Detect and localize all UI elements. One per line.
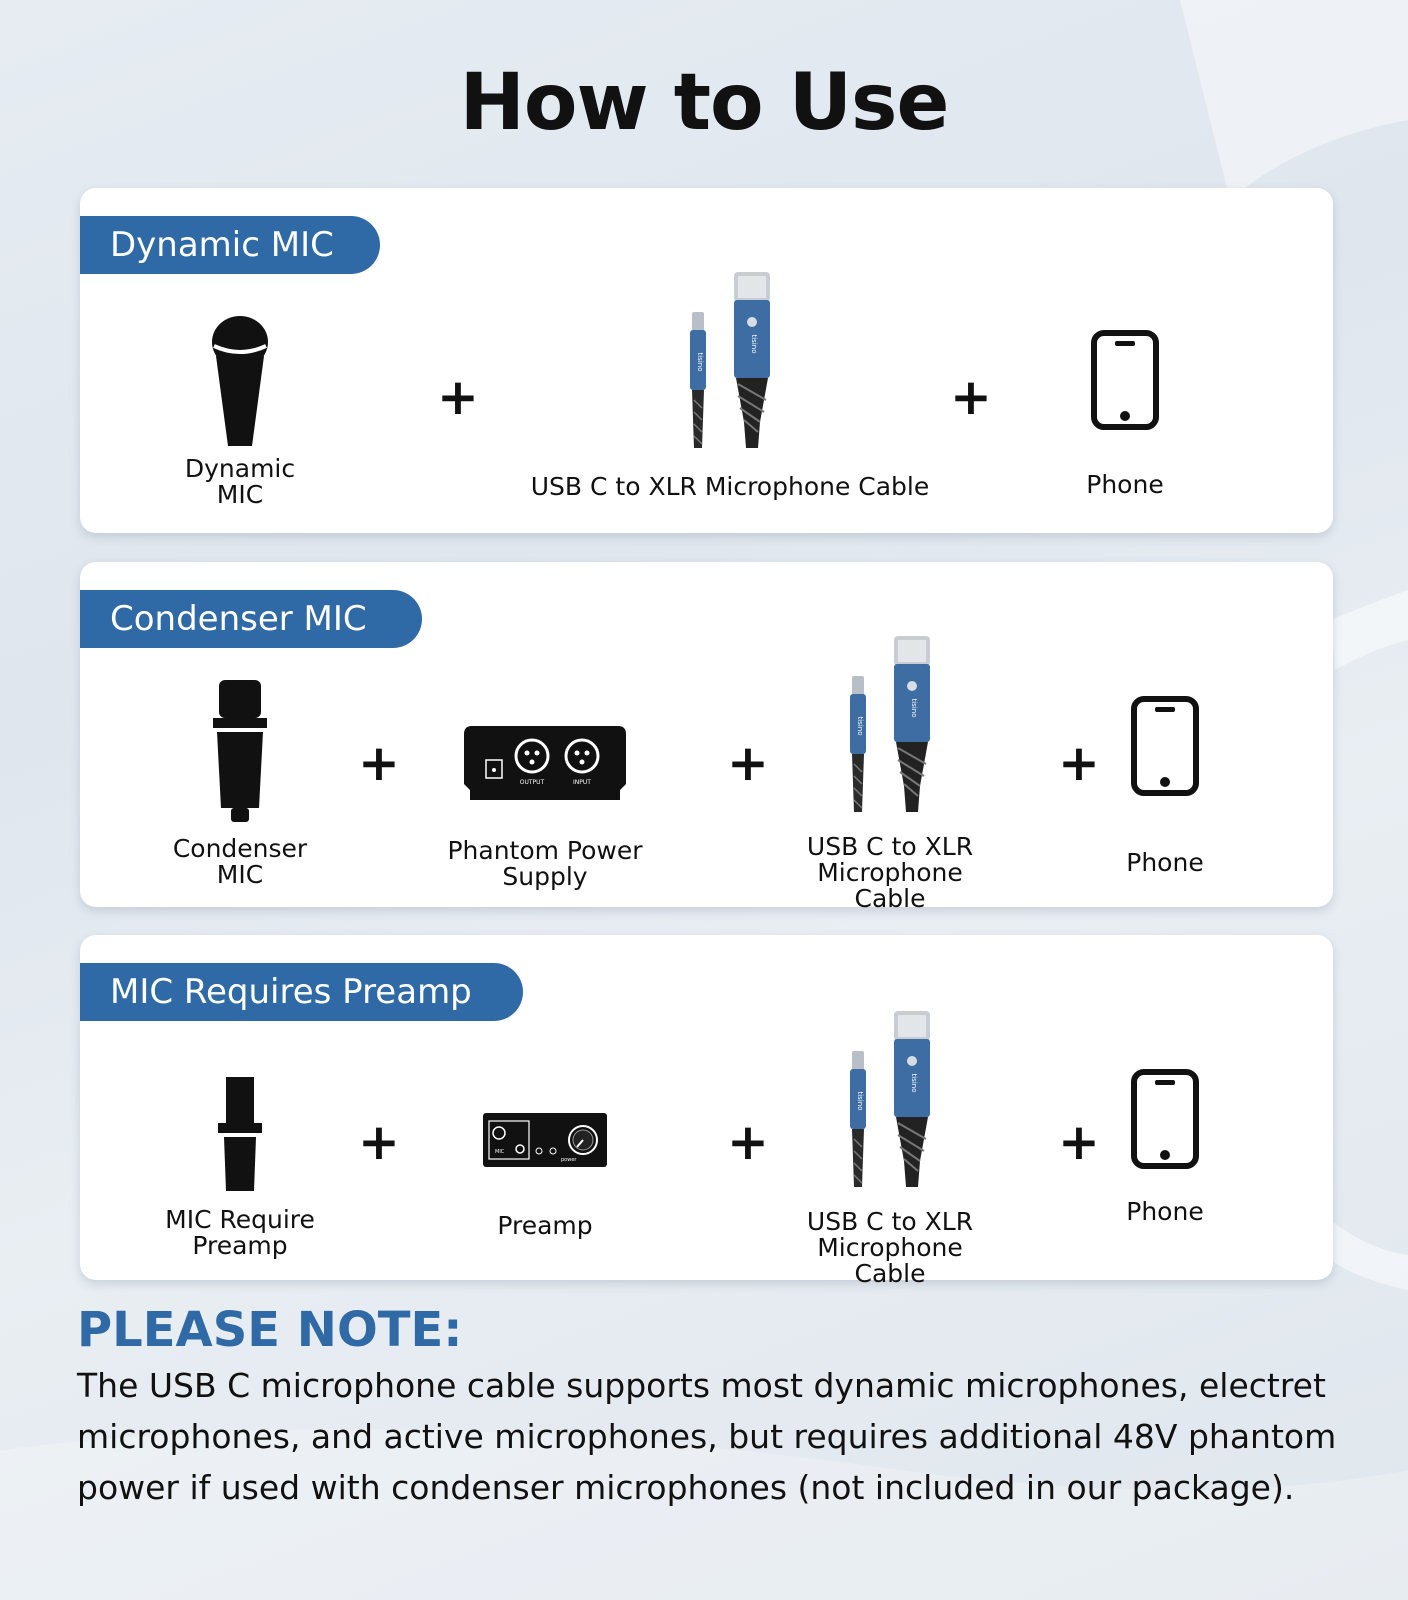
plus-sign: + xyxy=(437,368,479,426)
item-label: Dynamic MIC xyxy=(184,454,296,509)
svg-text:tisino: tisino xyxy=(750,334,758,354)
item-phone xyxy=(1050,330,1200,498)
svg-text:power: power xyxy=(561,1157,577,1163)
item-usb-c-xlr-cable xyxy=(780,636,1000,912)
svg-text:tisino: tisino xyxy=(696,352,704,372)
svg-text:MIC: MIC xyxy=(495,1149,505,1155)
section-card-dynamic-mic xyxy=(80,188,1333,533)
item-label: USB C to XLR Microphone Cable xyxy=(806,1207,974,1288)
item-label: MIC Require Preamp xyxy=(165,1205,315,1260)
phone-icon xyxy=(1131,696,1199,796)
svg-text:tisino: tisino xyxy=(910,698,918,718)
section-tag: Dynamic MIC xyxy=(80,216,380,274)
plus-sign: + xyxy=(1058,1113,1100,1171)
plus-sign: + xyxy=(950,368,992,426)
item-label: USB C to XLR Microphone Cable xyxy=(530,472,930,501)
svg-text:tisino: tisino xyxy=(856,716,864,736)
item-label: Phone xyxy=(1126,1197,1204,1226)
note-title: PLEASE NOTE: xyxy=(77,1302,463,1358)
section-card-condenser-mic xyxy=(80,562,1333,913)
usb-c-xlr-cable-icon xyxy=(680,272,780,452)
plus-sign: + xyxy=(358,734,400,792)
svg-text:INPUT: INPUT xyxy=(573,779,591,786)
plus-sign: + xyxy=(358,1113,400,1171)
preamp-icon xyxy=(483,1113,607,1167)
item-label: Preamp xyxy=(497,1211,593,1240)
item-label: Phantom Power Supply xyxy=(447,836,643,891)
item-label: USB C to XLR Microphone Cable xyxy=(806,832,974,913)
usb-c-xlr-cable-icon xyxy=(840,636,940,816)
phantom-power-supply-icon xyxy=(462,724,628,804)
item-phantom-power-supply xyxy=(440,724,650,890)
item-phone xyxy=(1090,696,1240,876)
section-tag: Condenser MIC xyxy=(80,590,422,648)
condenser-mic-icon xyxy=(213,680,267,822)
usb-c-xlr-cable-icon xyxy=(840,1011,940,1191)
svg-text:OUTPUT: OUTPUT xyxy=(519,779,545,786)
phone-icon xyxy=(1091,330,1159,430)
item-mic-require-preamp xyxy=(160,1077,320,1259)
item-condenser-mic xyxy=(160,680,320,888)
section-tag: MIC Requires Preamp xyxy=(80,963,523,1021)
item-preamp xyxy=(460,1113,630,1239)
item-phone xyxy=(1090,1069,1240,1225)
plus-sign: + xyxy=(727,734,769,792)
item-usb-c-xlr-cable xyxy=(510,272,950,500)
note-body: The USB C microphone cable supports most dynamic microphones, electret microphones, and active microphones, but requires additional 48V phantom power if used with condenser microphones (not included in our package). xyxy=(77,1366,1337,1507)
item-usb-c-xlr-cable xyxy=(780,1011,1000,1287)
item-label: Condenser MIC xyxy=(172,834,308,889)
item-label: Phone xyxy=(1126,848,1204,877)
phone-icon xyxy=(1131,1069,1199,1169)
mic-require-preamp-icon xyxy=(218,1077,262,1191)
plus-sign: + xyxy=(1058,734,1100,792)
svg-text:tisino: tisino xyxy=(856,1091,864,1111)
section-card-mic-requires-preamp xyxy=(80,935,1333,1288)
item-label: Phone xyxy=(1086,470,1164,499)
page-title: How to Use xyxy=(459,58,949,148)
dynamic-mic-icon xyxy=(209,312,271,446)
item-dynamic-mic xyxy=(160,312,320,508)
svg-text:tisino: tisino xyxy=(910,1073,918,1093)
plus-sign: + xyxy=(727,1113,769,1171)
